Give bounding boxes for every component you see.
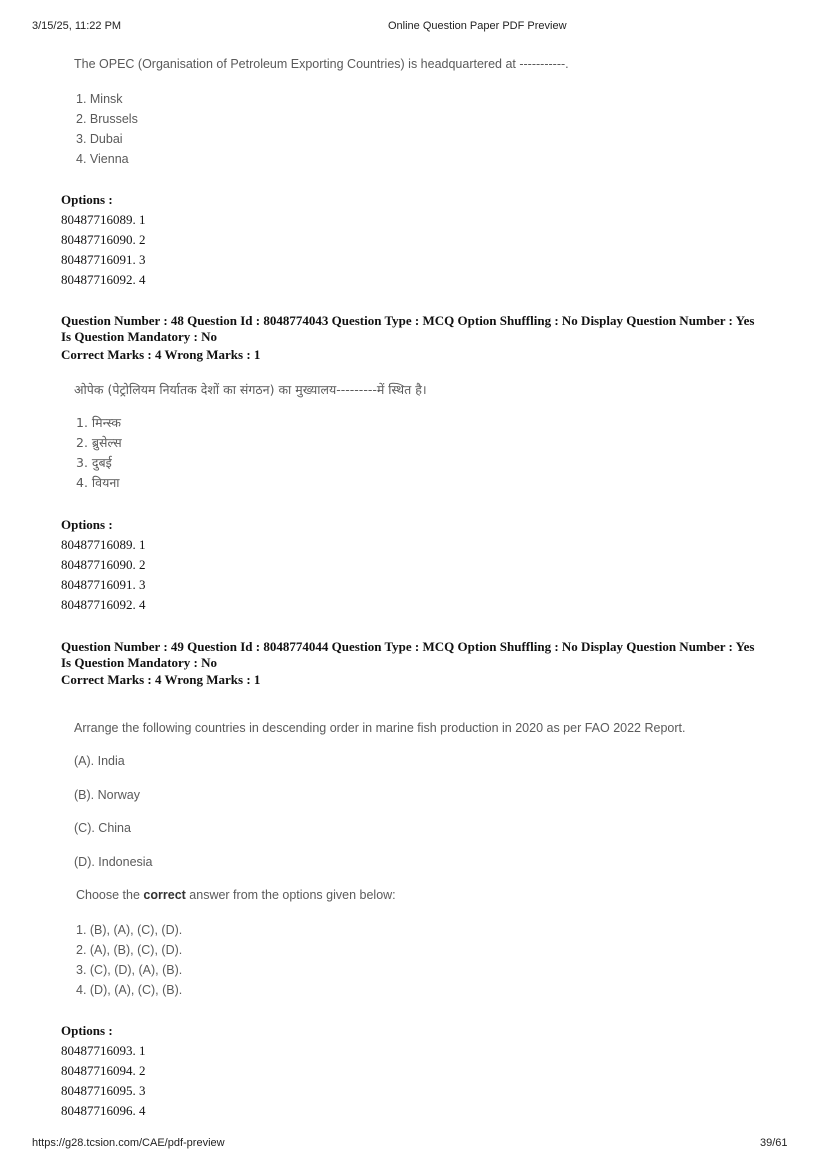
option-id: 80487716091. 3 [61, 252, 146, 267]
choice-list [76, 413, 122, 493]
option-id: 80487716090. 2 [61, 232, 146, 247]
options-label: Options : [61, 517, 113, 532]
instruction-pre: Choose the [76, 888, 144, 902]
options-list [61, 210, 146, 290]
choice-list [76, 89, 138, 169]
choice-item: 4. (D), (A), (C), (B). [76, 983, 183, 997]
options-label: Options : [61, 192, 113, 207]
choice-item: 2. (A), (B), (C), (D). [76, 943, 183, 957]
list-item: (A). India [74, 754, 125, 768]
question-mandatory: Is Question Mandatory : No [61, 329, 218, 344]
choice-item: 3. दुबई [76, 455, 112, 470]
choice-item: 3. (C), (D), (A), (B). [76, 963, 183, 977]
options-list [61, 535, 146, 615]
instruction-bold: correct [143, 888, 186, 902]
option-id: 80487716095. 3 [61, 1083, 146, 1098]
option-id: 80487716093. 1 [61, 1043, 146, 1058]
question-mandatory: Is Question Mandatory : No [61, 655, 218, 670]
choice-item: 1. मिन्स्क [76, 415, 121, 430]
option-id: 80487716089. 1 [61, 212, 146, 227]
list-item: (D). Indonesia [74, 855, 153, 869]
question-marks: Correct Marks : 4 Wrong Marks : 1 [61, 672, 261, 687]
question-meta: Question Number : 48 Question Id : 8048774043 Question Type : MCQ Option Shuffling : No Display Question Number : Yes [61, 313, 755, 328]
header-title: Online Question Paper PDF Preview [388, 20, 567, 32]
options-list [61, 1041, 146, 1121]
choice-item: 1. (B), (A), (C), (D). [76, 923, 183, 937]
question-text: ओपेक (पेट्रोलियम निर्यातक देशों का संगठन) का मुख्यालय---------में स्थित है। [74, 382, 427, 397]
option-id: 80487716091. 3 [61, 577, 146, 592]
instruction-text [76, 888, 396, 902]
choice-item: 2. Brussels [76, 112, 138, 126]
choice-list [76, 920, 182, 1000]
option-id: 80487716092. 4 [61, 597, 146, 612]
footer-url[interactable]: https://g28.tcsion.com/CAE/pdf-preview [32, 1137, 225, 1149]
choice-item: 2. ब्रुसेल्स [76, 435, 122, 450]
choice-item: 1. Minsk [76, 92, 123, 106]
footer-page-number: 39/61 [760, 1137, 788, 1149]
option-id: 80487716090. 2 [61, 557, 146, 572]
options-label: Options : [61, 1023, 113, 1038]
header-datetime: 3/15/25, 11:22 PM [32, 20, 122, 32]
choice-item: 3. Dubai [76, 132, 123, 146]
option-id: 80487716094. 2 [61, 1063, 146, 1078]
instruction-post: answer from the options given below: [185, 888, 396, 902]
choice-item: 4. वियना [76, 475, 120, 490]
question-text: Arrange the following countries in descending order in marine fish production in 2020 as per FAO 2022 Report. [74, 721, 686, 735]
question-text: The OPEC (Organisation of Petroleum Exporting Countries) is headquartered at -----------. [74, 57, 569, 71]
question-marks: Correct Marks : 4 Wrong Marks : 1 [61, 347, 261, 362]
list-item: (C). China [74, 821, 131, 835]
option-id: 80487716096. 4 [61, 1103, 146, 1118]
option-id: 80487716092. 4 [61, 272, 146, 287]
question-meta: Question Number : 49 Question Id : 8048774044 Question Type : MCQ Option Shuffling : No Display Question Number : Yes [61, 639, 755, 654]
choice-item: 4. Vienna [76, 152, 129, 166]
list-item: (B). Norway [74, 788, 140, 802]
option-id: 80487716089. 1 [61, 537, 146, 552]
